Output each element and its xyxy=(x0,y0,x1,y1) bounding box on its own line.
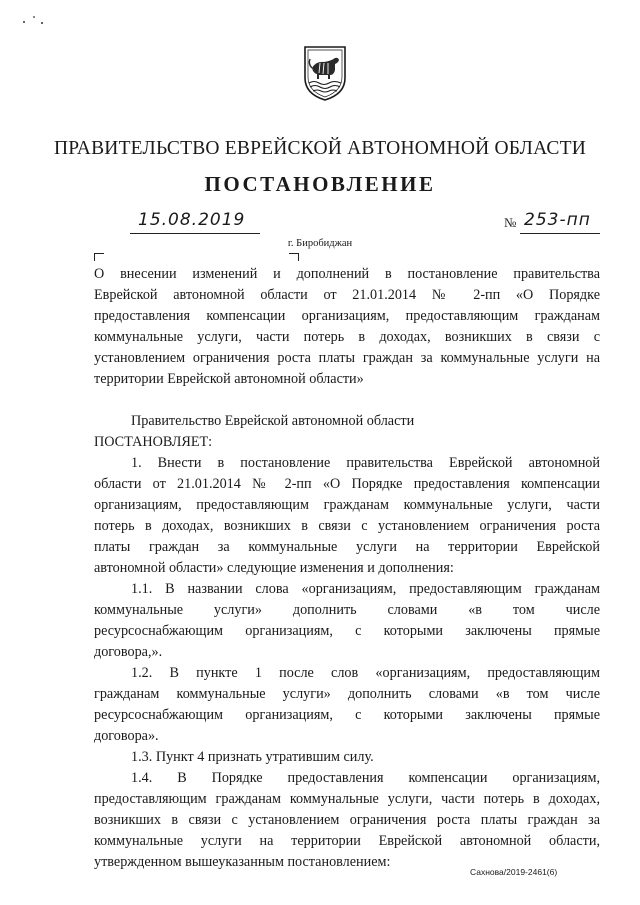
title-line: Еврейской автономной области от 21.01.2014 № 2-пп «О Порядке xyxy=(94,287,600,303)
title-bracket-left xyxy=(94,253,104,261)
document-type-title: ПОСТАНОВЛЕНИЕ xyxy=(204,172,436,196)
title-line: территории Еврейской автономной области» xyxy=(94,371,364,387)
city-label: г. Биробиджан xyxy=(287,238,353,249)
body-line: 1.4. В Порядке предоставления компенсации организациям, xyxy=(131,770,600,786)
body-line: предоставляющим гражданам коммунальные услуги, части потерь в доходах, xyxy=(94,791,600,807)
scan-specks xyxy=(10,10,50,30)
body-line: организациям, предоставляющим гражданам коммунальные услуги, части xyxy=(94,497,600,513)
body-line: коммунальные услуги на территории Еврейской автономной области, xyxy=(94,833,600,849)
body-line: гражданам коммунальные услуги» дополнить словами «в том числе xyxy=(94,686,600,702)
body-line: Правительство Еврейской автономной области xyxy=(131,413,415,429)
body-line: потерь в доходах, возникших в связи с установлением ограничения роста xyxy=(94,518,600,534)
body-line: договора,». xyxy=(94,644,163,660)
number-underline xyxy=(520,233,600,234)
body-line: 1.3. Пункт 4 признать утратившим силу. xyxy=(131,749,374,765)
body-line: ресурсоснабжающим организациям, с которыми заключены прямые xyxy=(94,623,600,639)
title-line: коммунальные услуги, части потерь в доходах, возникших в связи с xyxy=(94,329,600,345)
title-line: установлением ограничения роста платы граждан за коммунальные услуги на xyxy=(94,350,600,366)
government-title: ПРАВИТЕЛЬСТВО ЕВРЕЙСКОЙ АВТОНОМНОЙ ОБЛАСТИ xyxy=(53,138,587,159)
title-bracket-right xyxy=(289,253,299,261)
date-underline xyxy=(130,233,260,234)
handwritten-number: 253-пп xyxy=(524,210,591,230)
body-line: коммунальные услуги» дополнить словами «в том числе xyxy=(94,602,600,618)
body-line: 1. Внести в постановление правительства Еврейской автономной xyxy=(131,455,600,471)
body-line: ресурсоснабжающим организациям, с которыми заключены прямые xyxy=(94,707,600,723)
body-line: автономной области» следующие изменения и дополнения: xyxy=(94,560,454,576)
handwritten-date: 15.08.2019 xyxy=(138,210,246,230)
coat-of-arms-emblem xyxy=(302,44,348,102)
body-line: платы граждан за коммунальные услуги на территории Еврейской xyxy=(94,539,600,555)
body-line: 1.2. В пункте 1 после слов «организациям, предоставляющим xyxy=(131,665,600,681)
title-line: предоставления компенсации организациям, предоставляющим гражданам xyxy=(94,308,600,324)
body-line: утвержденном вышеуказанным постановлением: xyxy=(94,854,391,870)
body-line: договора». xyxy=(94,728,159,744)
title-line: О внесении изменений и дополнений в постановление правительства xyxy=(94,266,600,282)
body-line: 1.1. В названии слова «организациям, предоставляющим гражданам xyxy=(131,581,600,597)
body-line: возникших в связи с установлением ограничения роста платы граждан за xyxy=(94,812,600,828)
document-code: Сахнова/2019-2461(6) xyxy=(470,867,558,877)
body-line: области от 21.01.2014 № 2-пп «О Порядке предоставления компенсации xyxy=(94,476,600,492)
date-number-row xyxy=(120,210,605,236)
number-sign: № xyxy=(504,215,517,230)
body-line: ПОСТАНОВЛЯЕТ: xyxy=(94,434,213,450)
